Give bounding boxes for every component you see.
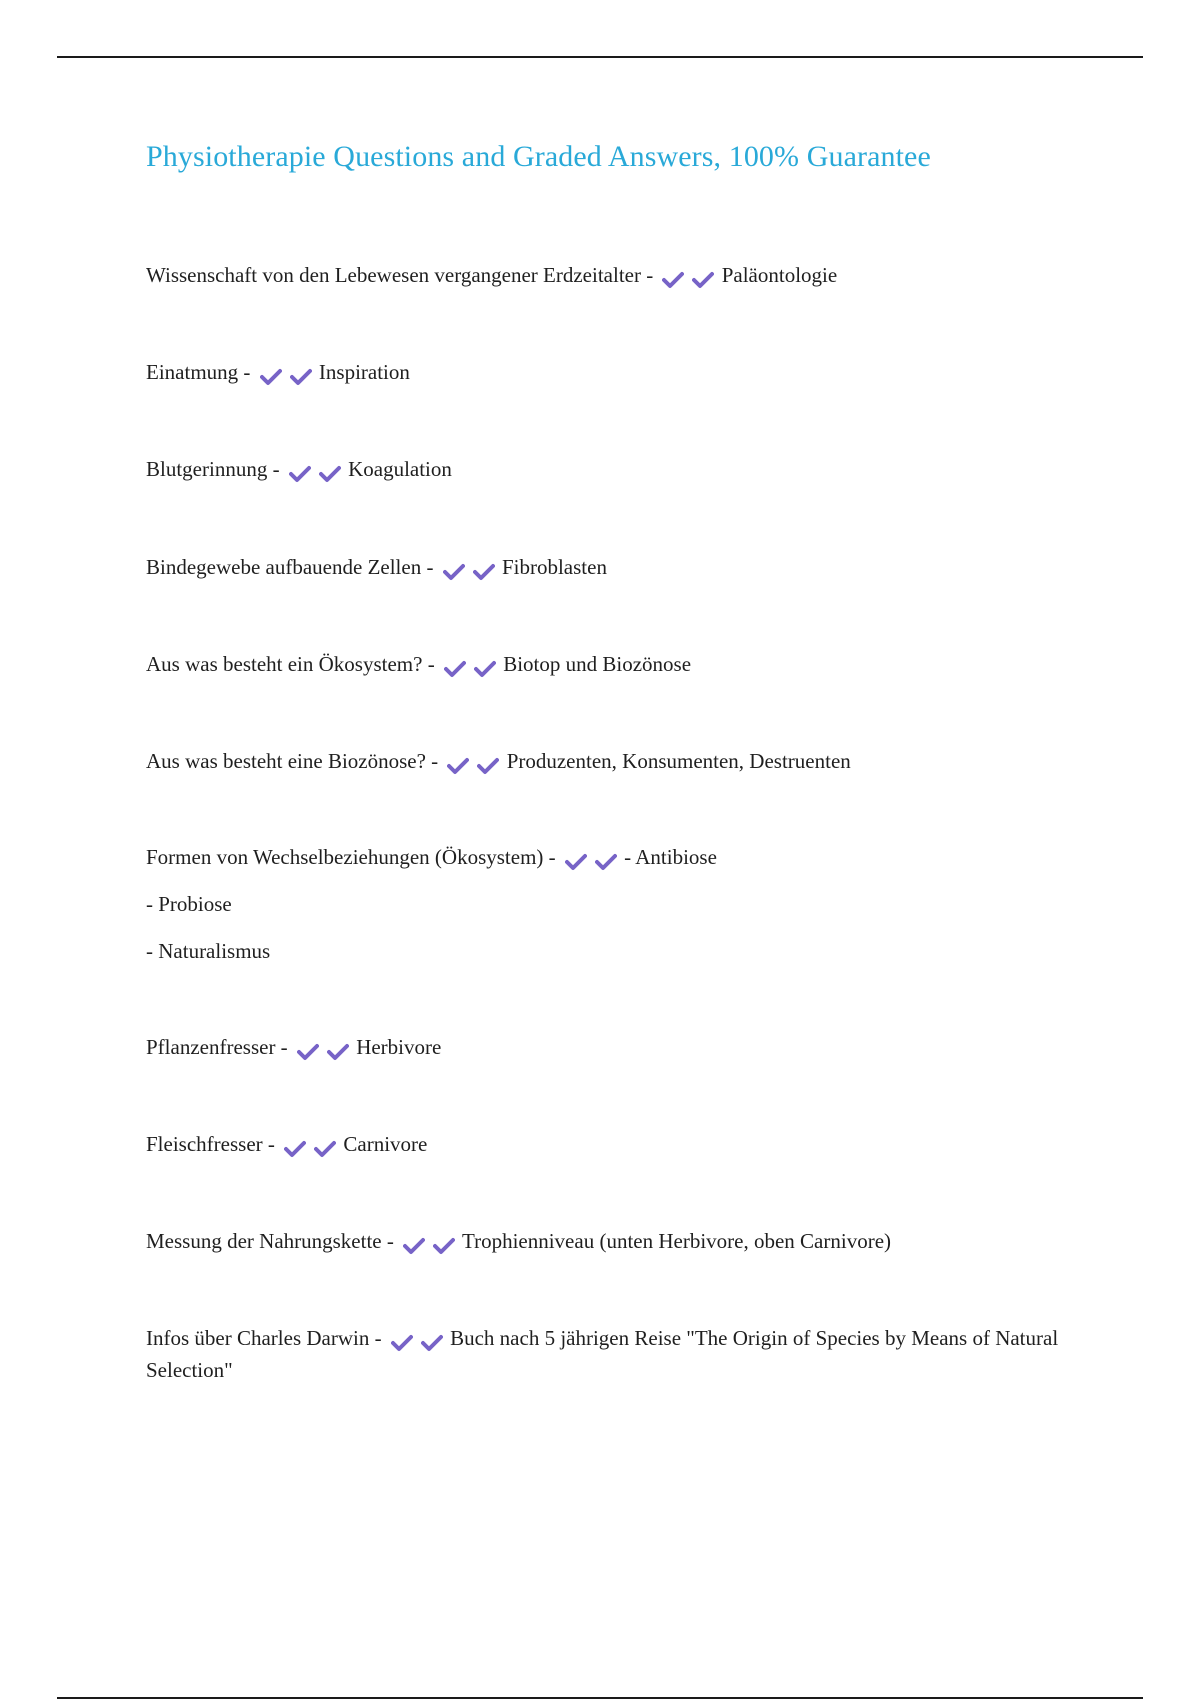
double-check-icon <box>289 458 341 487</box>
qa-item <box>146 261 1096 293</box>
qa-item <box>146 650 1096 682</box>
question-text: Wissenschaft von den Lebewesen vergangener Erdzeitalter - <box>146 263 654 287</box>
qa-item <box>146 455 1096 487</box>
answer-text: Buch nach 5 jährigen Reise "The Origin of Species by Means of Natural Selection" <box>146 1326 1059 1382</box>
document-title: Physiotherapie Questions and Graded Answers, 100% Guarantee <box>146 140 931 173</box>
double-check-icon <box>260 361 312 390</box>
answer-text: Herbivore <box>356 1035 442 1059</box>
double-check-icon <box>443 556 495 585</box>
answer-text: - Antibiose <box>624 845 717 869</box>
question-text: Einatmung - <box>146 360 251 384</box>
answer-text: Koagulation <box>348 457 452 481</box>
double-check-icon <box>391 1327 443 1356</box>
top-rule <box>57 56 1143 58</box>
answer-text: Biotop und Biozönose <box>503 652 692 676</box>
qa-item <box>146 1130 1096 1162</box>
question-text: Messung der Nahrungskette - <box>146 1229 394 1253</box>
qa-item <box>146 843 1096 875</box>
double-check-icon <box>284 1133 336 1162</box>
qa-item <box>146 358 1096 390</box>
qa-item <box>146 1227 1096 1259</box>
question-text: Aus was besteht eine Biozönose? - <box>146 749 439 773</box>
answer-text: Produzenten, Konsumenten, Destruenten <box>506 749 851 773</box>
question-text: Aus was besteht ein Ökosystem? - <box>146 652 435 676</box>
question-text: Formen von Wechselbeziehungen (Ökosystem) - <box>146 845 556 869</box>
qa-item <box>146 1033 1096 1065</box>
double-check-icon <box>403 1230 455 1259</box>
answer-text: Carnivore <box>343 1132 428 1156</box>
bottom-rule <box>57 1697 1143 1699</box>
qa-item <box>146 1324 1096 1385</box>
answer-text: Inspiration <box>318 360 410 384</box>
answer-extra-line: - Naturalismus <box>146 939 271 963</box>
question-text: Bindegewebe aufbauende Zellen - <box>146 555 434 579</box>
answer-text: Trophienniveau (unten Herbivore, oben Carnivore) <box>461 1229 892 1253</box>
question-text: Fleischfresser - <box>146 1132 275 1156</box>
answer-text: Paläontologie <box>721 263 838 287</box>
double-check-icon <box>565 846 617 875</box>
double-check-icon <box>447 750 499 779</box>
double-check-icon <box>297 1036 349 1065</box>
double-check-icon <box>444 653 496 682</box>
question-text: Infos über Charles Darwin - <box>146 1326 382 1350</box>
question-text: Pflanzenfresser - <box>146 1035 288 1059</box>
answer-text: Fibroblasten <box>501 555 607 579</box>
qa-item <box>146 553 1096 585</box>
double-check-icon <box>662 264 714 293</box>
qa-item <box>146 747 1096 779</box>
answer-extra-line: - Probiose <box>146 892 232 916</box>
question-text: Blutgerinnung - <box>146 457 280 481</box>
